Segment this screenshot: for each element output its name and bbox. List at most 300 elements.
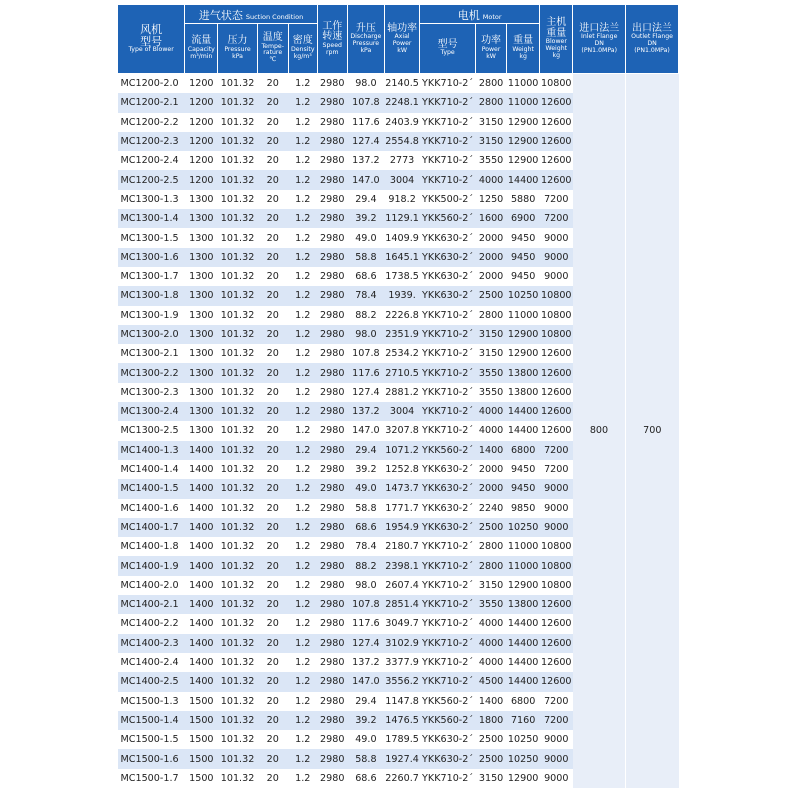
cell-model: MC1400-2.1 [118,595,185,614]
cell-motor-weight: 13800 [507,595,540,614]
cell-motor-power: 3550 [476,363,507,382]
cell-motor-power: 2800 [476,306,507,325]
cell-motor-power: 2800 [476,93,507,112]
cell-blower-weight: 9000 [540,228,573,247]
cell-motor-type: YKK630-2´ [420,479,476,498]
cell-motor-power: 4000 [476,170,507,189]
cell-pressure: 101.32 [218,692,257,711]
cell-speed: 2980 [317,614,347,633]
cell-motor-power: 1600 [476,209,507,228]
cell-blower-weight: 7200 [540,441,573,460]
cell-motor-weight: 6900 [507,209,540,228]
cell-discharge-pressure: 117.6 [347,113,384,132]
table-body [118,74,679,788]
cell-discharge-pressure: 117.6 [347,614,384,633]
cell-capacity: 1300 [185,325,218,344]
cell-axial-power: 2226.8 [385,306,420,325]
cell-motor-weight: 11000 [507,74,540,94]
cell-axial-power: 1927.4 [385,749,420,768]
cell-motor-type: YKK710-2´ [420,556,476,575]
cell-capacity: 1300 [185,267,218,286]
cell-axial-power: 1645.1 [385,248,420,267]
cell-motor-power: 4000 [476,653,507,672]
header-suction-condition: 进气状态 Suction Condition [185,5,317,24]
cell-speed: 2980 [317,595,347,614]
cell-axial-power: 3207.8 [385,421,420,440]
cell-motor-type: YKK710-2´ [420,93,476,112]
cell-motor-power: 3150 [476,576,507,595]
cell-discharge-pressure: 49.0 [347,730,384,749]
cell-axial-power: 2140.5 [385,74,420,94]
cell-capacity: 1200 [185,93,218,112]
cell-motor-type: YKK710-2´ [420,325,476,344]
cell-motor-power: 4500 [476,672,507,691]
cell-discharge-pressure: 107.8 [347,595,384,614]
cell-pressure: 101.32 [218,479,257,498]
cell-motor-power: 3150 [476,344,507,363]
header-temperature: 温度 Tempe- rature ℃ [257,24,288,74]
cell-blower-weight: 12600 [540,344,573,363]
cell-model: MC1400-1.3 [118,441,185,460]
cell-speed: 2980 [317,344,347,363]
inlet-flange-value: 800 [573,74,626,788]
cell-model: MC1200-2.1 [118,93,185,112]
cell-model: MC1300-2.0 [118,325,185,344]
cell-speed: 2980 [317,363,347,382]
cell-pressure: 101.32 [218,653,257,672]
cell-motor-power: 4000 [476,634,507,653]
cell-pressure: 101.32 [218,576,257,595]
cell-motor-weight: 11000 [507,556,540,575]
cell-temperature: 20 [257,209,288,228]
cell-capacity: 1400 [185,441,218,460]
cell-speed: 2980 [317,556,347,575]
cell-density: 1.2 [288,537,317,556]
cell-discharge-pressure: 88.2 [347,556,384,575]
cell-blower-weight: 10800 [540,537,573,556]
cell-motor-type: YKK630-2´ [420,286,476,305]
cell-motor-power: 1400 [476,692,507,711]
cell-model: MC1400-1.8 [118,537,185,556]
cell-model: MC1200-2.5 [118,170,185,189]
cell-temperature: 20 [257,113,288,132]
cell-pressure: 101.32 [218,325,257,344]
cell-discharge-pressure: 137.2 [347,402,384,421]
cell-model: MC1500-1.3 [118,692,185,711]
cell-blower-weight: 9000 [540,248,573,267]
cell-axial-power: 1252.8 [385,460,420,479]
cell-speed: 2980 [317,267,347,286]
cell-discharge-pressure: 29.4 [347,190,384,209]
cell-motor-power: 1250 [476,190,507,209]
cell-capacity: 1300 [185,383,218,402]
cell-motor-power: 3550 [476,151,507,170]
cell-pressure: 101.32 [218,730,257,749]
cell-speed: 2980 [317,441,347,460]
cell-axial-power: 2881.2 [385,383,420,402]
cell-density: 1.2 [288,614,317,633]
cell-density: 1.2 [288,460,317,479]
cell-motor-type: YKK710-2´ [420,672,476,691]
cell-motor-power: 2240 [476,499,507,518]
cell-temperature: 20 [257,286,288,305]
cell-capacity: 1300 [185,248,218,267]
header-density: 密度 Density kg/m³ [288,24,317,74]
cell-temperature: 20 [257,402,288,421]
cell-temperature: 20 [257,653,288,672]
cell-pressure: 101.32 [218,711,257,730]
cell-temperature: 20 [257,634,288,653]
cell-capacity: 1300 [185,228,218,247]
cell-axial-power: 3377.9 [385,653,420,672]
cell-pressure: 101.32 [218,383,257,402]
cell-motor-type: YKK560-2´ [420,711,476,730]
cell-motor-power: 2000 [476,479,507,498]
cell-density: 1.2 [288,151,317,170]
cell-model: MC1400-2.3 [118,634,185,653]
cell-pressure: 101.32 [218,286,257,305]
cell-discharge-pressure: 68.6 [347,518,384,537]
cell-motor-type: YKK710-2´ [420,576,476,595]
cell-blower-weight: 9000 [540,479,573,498]
cell-model: MC1200-2.4 [118,151,185,170]
cell-discharge-pressure: 58.8 [347,248,384,267]
cell-temperature: 20 [257,730,288,749]
cell-pressure: 101.32 [218,209,257,228]
cell-density: 1.2 [288,421,317,440]
cell-discharge-pressure: 29.4 [347,441,384,460]
cell-discharge-pressure: 88.2 [347,306,384,325]
cell-model: MC1300-1.5 [118,228,185,247]
cell-discharge-pressure: 147.0 [347,672,384,691]
cell-motor-weight: 14400 [507,421,540,440]
header-speed: 工作 转速 Speed rpm [317,5,347,74]
cell-axial-power: 2351.9 [385,325,420,344]
cell-speed: 2980 [317,672,347,691]
cell-capacity: 1300 [185,286,218,305]
cell-discharge-pressure: 39.2 [347,209,384,228]
cell-capacity: 1300 [185,306,218,325]
cell-motor-type: YKK710-2´ [420,151,476,170]
cell-axial-power: 1147.8 [385,692,420,711]
cell-temperature: 20 [257,441,288,460]
cell-axial-power: 1954.9 [385,518,420,537]
cell-axial-power: 2554.8 [385,132,420,151]
cell-pressure: 101.32 [218,672,257,691]
cell-motor-weight: 9450 [507,479,540,498]
cell-pressure: 101.32 [218,556,257,575]
cell-capacity: 1400 [185,479,218,498]
cell-motor-type: YKK710-2´ [420,113,476,132]
cell-model: MC1300-1.3 [118,190,185,209]
header-discharge-pressure: 升压 Discharge Pressure kPa [347,5,384,74]
cell-motor-type: YKK710-2´ [420,769,476,788]
cell-temperature: 20 [257,499,288,518]
cell-motor-type: YKK710-2´ [420,170,476,189]
cell-blower-weight: 9000 [540,749,573,768]
cell-temperature: 20 [257,306,288,325]
cell-axial-power: 1409.9 [385,228,420,247]
cell-motor-weight: 13800 [507,363,540,382]
cell-density: 1.2 [288,556,317,575]
cell-discharge-pressure: 68.6 [347,769,384,788]
cell-model: MC1300-1.7 [118,267,185,286]
cell-model: MC1400-2.5 [118,672,185,691]
cell-blower-weight: 9000 [540,267,573,286]
cell-discharge-pressure: 78.4 [347,537,384,556]
cell-blower-weight: 12600 [540,653,573,672]
cell-motor-type: YKK710-2´ [420,344,476,363]
cell-motor-weight: 14400 [507,634,540,653]
cell-speed: 2980 [317,518,347,537]
cell-density: 1.2 [288,93,317,112]
cell-axial-power: 1129.1 [385,209,420,228]
cell-speed: 2980 [317,248,347,267]
cell-density: 1.2 [288,344,317,363]
cell-motor-power: 3550 [476,383,507,402]
blower-spec-table [117,4,679,788]
cell-pressure: 101.32 [218,190,257,209]
cell-model: MC1500-1.6 [118,749,185,768]
cell-axial-power: 3004 [385,402,420,421]
cell-blower-weight: 9000 [540,730,573,749]
cell-temperature: 20 [257,363,288,382]
cell-model: MC1300-1.9 [118,306,185,325]
cell-axial-power: 2851.4 [385,595,420,614]
header-motor-power: 功率 Power kW [476,24,507,74]
cell-temperature: 20 [257,170,288,189]
cell-density: 1.2 [288,267,317,286]
cell-temperature: 20 [257,518,288,537]
cell-discharge-pressure: 107.8 [347,344,384,363]
cell-capacity: 1200 [185,151,218,170]
cell-capacity: 1400 [185,518,218,537]
cell-discharge-pressure: 98.0 [347,74,384,94]
cell-motor-weight: 12900 [507,151,540,170]
cell-blower-weight: 12600 [540,672,573,691]
cell-temperature: 20 [257,383,288,402]
cell-model: MC1300-2.1 [118,344,185,363]
cell-temperature: 20 [257,672,288,691]
cell-motor-power: 1800 [476,711,507,730]
cell-pressure: 101.32 [218,421,257,440]
cell-speed: 2980 [317,74,347,94]
cell-speed: 2980 [317,749,347,768]
cell-density: 1.2 [288,306,317,325]
cell-speed: 2980 [317,499,347,518]
cell-motor-power: 2000 [476,267,507,286]
cell-axial-power: 1939. [385,286,420,305]
cell-model: MC1400-2.2 [118,614,185,633]
cell-capacity: 1400 [185,653,218,672]
cell-blower-weight: 9000 [540,518,573,537]
cell-density: 1.2 [288,113,317,132]
cell-blower-weight: 10800 [540,576,573,595]
cell-blower-weight: 10800 [540,556,573,575]
cell-model: MC1200-2.2 [118,113,185,132]
cell-discharge-pressure: 147.0 [347,170,384,189]
cell-motor-power: 2500 [476,286,507,305]
cell-axial-power: 2773 [385,151,420,170]
cell-speed: 2980 [317,325,347,344]
cell-capacity: 1400 [185,634,218,653]
cell-blower-weight: 7200 [540,692,573,711]
cell-axial-power: 1789.5 [385,730,420,749]
cell-speed: 2980 [317,113,347,132]
cell-axial-power: 1071.2 [385,441,420,460]
cell-motor-power: 2800 [476,74,507,94]
cell-capacity: 1400 [185,537,218,556]
cell-blower-weight: 12600 [540,421,573,440]
cell-capacity: 1200 [185,170,218,189]
cell-speed: 2980 [317,209,347,228]
cell-discharge-pressure: 98.0 [347,576,384,595]
cell-motor-type: YKK710-2´ [420,306,476,325]
cell-temperature: 20 [257,344,288,363]
cell-motor-weight: 12900 [507,113,540,132]
cell-motor-weight: 11000 [507,306,540,325]
cell-discharge-pressure: 39.2 [347,460,384,479]
cell-model: MC1300-2.3 [118,383,185,402]
cell-motor-power: 2500 [476,518,507,537]
cell-temperature: 20 [257,248,288,267]
cell-capacity: 1400 [185,556,218,575]
cell-blower-weight: 12600 [540,595,573,614]
cell-discharge-pressure: 68.6 [347,267,384,286]
cell-capacity: 1500 [185,769,218,788]
cell-discharge-pressure: 147.0 [347,421,384,440]
cell-density: 1.2 [288,692,317,711]
cell-speed: 2980 [317,383,347,402]
cell-motor-type: YKK710-2´ [420,421,476,440]
cell-motor-type: YKK710-2´ [420,363,476,382]
cell-motor-weight: 14400 [507,653,540,672]
header-axial-power: 轴功率 Axial Power kW [385,5,420,74]
cell-motor-weight: 12900 [507,576,540,595]
cell-temperature: 20 [257,460,288,479]
cell-axial-power: 1473.7 [385,479,420,498]
cell-speed: 2980 [317,228,347,247]
cell-capacity: 1400 [185,576,218,595]
cell-motor-type: YKK560-2´ [420,441,476,460]
cell-capacity: 1500 [185,749,218,768]
cell-density: 1.2 [288,653,317,672]
cell-temperature: 20 [257,749,288,768]
cell-axial-power: 1476.5 [385,711,420,730]
cell-temperature: 20 [257,421,288,440]
cell-temperature: 20 [257,595,288,614]
header-motor-type: 型号 Type [420,24,476,74]
cell-motor-weight: 9850 [507,499,540,518]
cell-motor-weight: 9450 [507,248,540,267]
header-motor: 电机 Motor [420,5,540,24]
header-blower-weight: 主机 重量 Blower Weight kg [540,5,573,74]
cell-density: 1.2 [288,595,317,614]
cell-motor-weight: 9450 [507,228,540,247]
cell-model: MC1400-2.0 [118,576,185,595]
cell-density: 1.2 [288,441,317,460]
cell-pressure: 101.32 [218,132,257,151]
cell-motor-power: 2500 [476,730,507,749]
cell-motor-weight: 7160 [507,711,540,730]
cell-temperature: 20 [257,228,288,247]
cell-motor-type: YKK630-2´ [420,518,476,537]
cell-model: MC1200-2.0 [118,74,185,94]
cell-motor-power: 3150 [476,113,507,132]
cell-speed: 2980 [317,653,347,672]
cell-discharge-pressure: 127.4 [347,383,384,402]
cell-capacity: 1500 [185,711,218,730]
cell-discharge-pressure: 98.0 [347,325,384,344]
cell-speed: 2980 [317,576,347,595]
cell-motor-weight: 9450 [507,267,540,286]
cell-blower-weight: 10800 [540,74,573,94]
cell-model: MC1400-1.9 [118,556,185,575]
cell-discharge-pressure: 117.6 [347,363,384,382]
cell-motor-type: YKK630-2´ [420,248,476,267]
cell-blower-weight: 12600 [540,634,573,653]
cell-speed: 2980 [317,537,347,556]
cell-pressure: 101.32 [218,499,257,518]
cell-pressure: 101.32 [218,170,257,189]
cell-model: MC1300-2.2 [118,363,185,382]
cell-model: MC1500-1.4 [118,711,185,730]
cell-capacity: 1300 [185,344,218,363]
cell-temperature: 20 [257,190,288,209]
cell-motor-type: YKK710-2´ [420,383,476,402]
cell-motor-power: 2800 [476,537,507,556]
cell-speed: 2980 [317,132,347,151]
cell-motor-type: YKK710-2´ [420,537,476,556]
cell-capacity: 1400 [185,672,218,691]
cell-capacity: 1300 [185,402,218,421]
outlet-flange-value: 700 [626,74,679,788]
cell-motor-power: 2000 [476,228,507,247]
cell-motor-type: YKK630-2´ [420,460,476,479]
cell-model: MC1300-1.8 [118,286,185,305]
cell-model: MC1300-2.4 [118,402,185,421]
cell-pressure: 101.32 [218,595,257,614]
cell-blower-weight: 9000 [540,769,573,788]
cell-capacity: 1200 [185,132,218,151]
cell-speed: 2980 [317,711,347,730]
cell-motor-weight: 6800 [507,441,540,460]
cell-axial-power: 1771.7 [385,499,420,518]
cell-temperature: 20 [257,576,288,595]
cell-capacity: 1300 [185,209,218,228]
cell-blower-weight: 12600 [540,363,573,382]
cell-motor-type: YKK630-2´ [420,267,476,286]
cell-motor-type: YKK710-2´ [420,653,476,672]
cell-model: MC1400-2.4 [118,653,185,672]
cell-density: 1.2 [288,286,317,305]
cell-capacity: 1200 [185,74,218,94]
cell-pressure: 101.32 [218,344,257,363]
cell-blower-weight: 7200 [540,460,573,479]
cell-speed: 2980 [317,634,347,653]
cell-motor-weight: 12900 [507,344,540,363]
cell-density: 1.2 [288,518,317,537]
cell-motor-weight: 11000 [507,93,540,112]
cell-temperature: 20 [257,692,288,711]
cell-motor-weight: 5880 [507,190,540,209]
cell-motor-power: 1400 [476,441,507,460]
cell-capacity: 1400 [185,499,218,518]
cell-motor-weight: 11000 [507,537,540,556]
cell-motor-type: YKK710-2´ [420,74,476,94]
cell-pressure: 101.32 [218,363,257,382]
cell-blower-weight: 7200 [540,209,573,228]
